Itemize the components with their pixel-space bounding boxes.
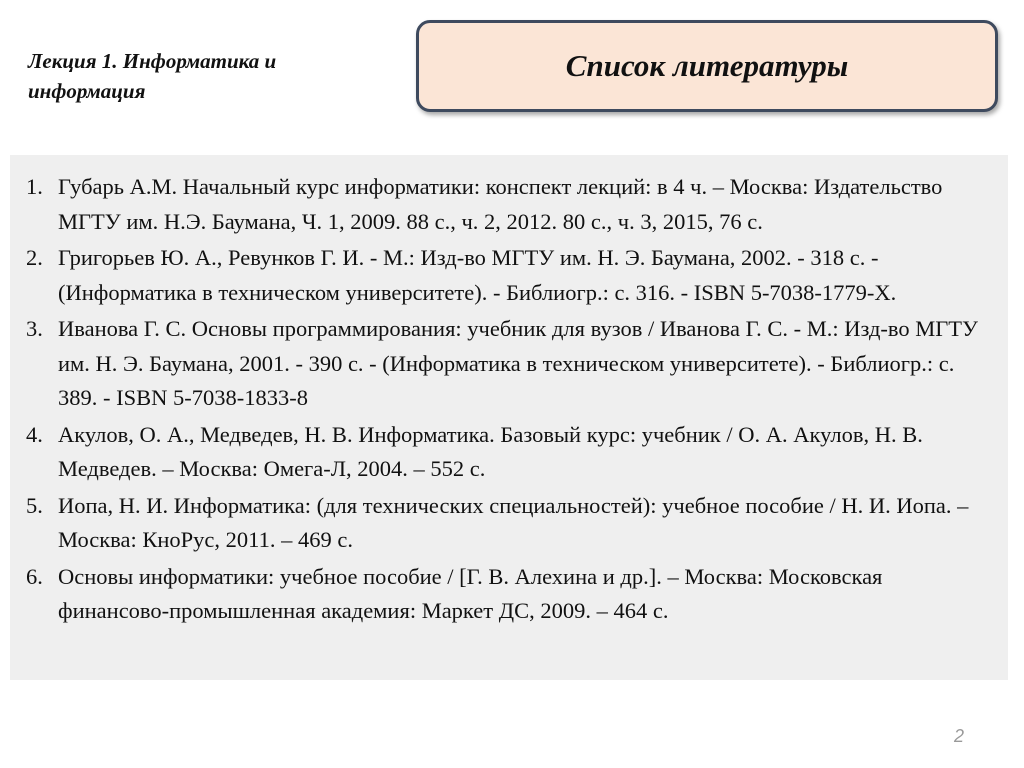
reference-number: 6. <box>26 563 43 589</box>
reference-item <box>26 418 994 487</box>
page-number: 2 <box>953 726 964 746</box>
slide-title-box <box>416 20 998 112</box>
slide-title: Список литературы <box>565 48 849 83</box>
reference-text: Иванова Г. С. Основы программирования: учебник для вузов / Иванова Г. С. - М.: Изд-во МГТУ им. Н. Э. Баумана, 2001. - 390 с. - (Информатика в техническом университете). - Библиогр.: с. 389. - ISBN 5-7038-1833-8 <box>58 316 978 410</box>
reference-item <box>26 489 994 558</box>
reference-number: 2. <box>26 245 43 270</box>
reference-item <box>26 312 994 416</box>
lecture-title: Лекция 1. Информатика и информация <box>28 49 277 103</box>
reference-text: Акулов, О. А., Медведев, Н. В. Информатика. Базовый курс: учебник / О. А. Акулов, Н. В. Медведев. – Москва: Омега-Л, 2004. – 552 с. <box>58 421 923 481</box>
reference-item <box>26 560 994 629</box>
reference-text: Григорьев Ю. А., Ревунков Г. И. - М.: Изд-во МГТУ им. Н. Э. Баумана, 2002. - 318 с. - (Информатика в техническом университете). - Библиогр.: с. 316. - ISBN 5-7038-1779-X. <box>58 245 897 305</box>
reference-text: Губарь А.М. Начальный курс информатики: конспект лекций: в 4 ч. – Москва: Издательство МГТУ им. Н.Э. Баумана, Ч. 1, 2009. 88 с., ч. 2, 2012. 80 с., ч. 3, 2015, 76 с. <box>58 174 943 234</box>
reference-number: 1. <box>26 174 43 199</box>
reference-text: Иопа, Н. И. Информатика: (для технических специальностей): учебное пособие / Н. И. Иопа. – Москва: КноРус, 2011. – 469 с. <box>58 492 969 552</box>
references-panel <box>10 155 1008 680</box>
reference-number: 5. <box>26 492 43 518</box>
reference-number: 3. <box>26 316 43 341</box>
reference-item <box>26 241 994 310</box>
references-list <box>26 170 994 629</box>
reference-number: 4. <box>26 421 43 447</box>
reference-text: Основы информатики: учебное пособие / [Г. В. Алехина и др.]. – Москва: Московская финансово-промышленная академия: Маркет ДС, 2009. – 464 с. <box>58 563 883 623</box>
reference-item <box>26 170 994 239</box>
